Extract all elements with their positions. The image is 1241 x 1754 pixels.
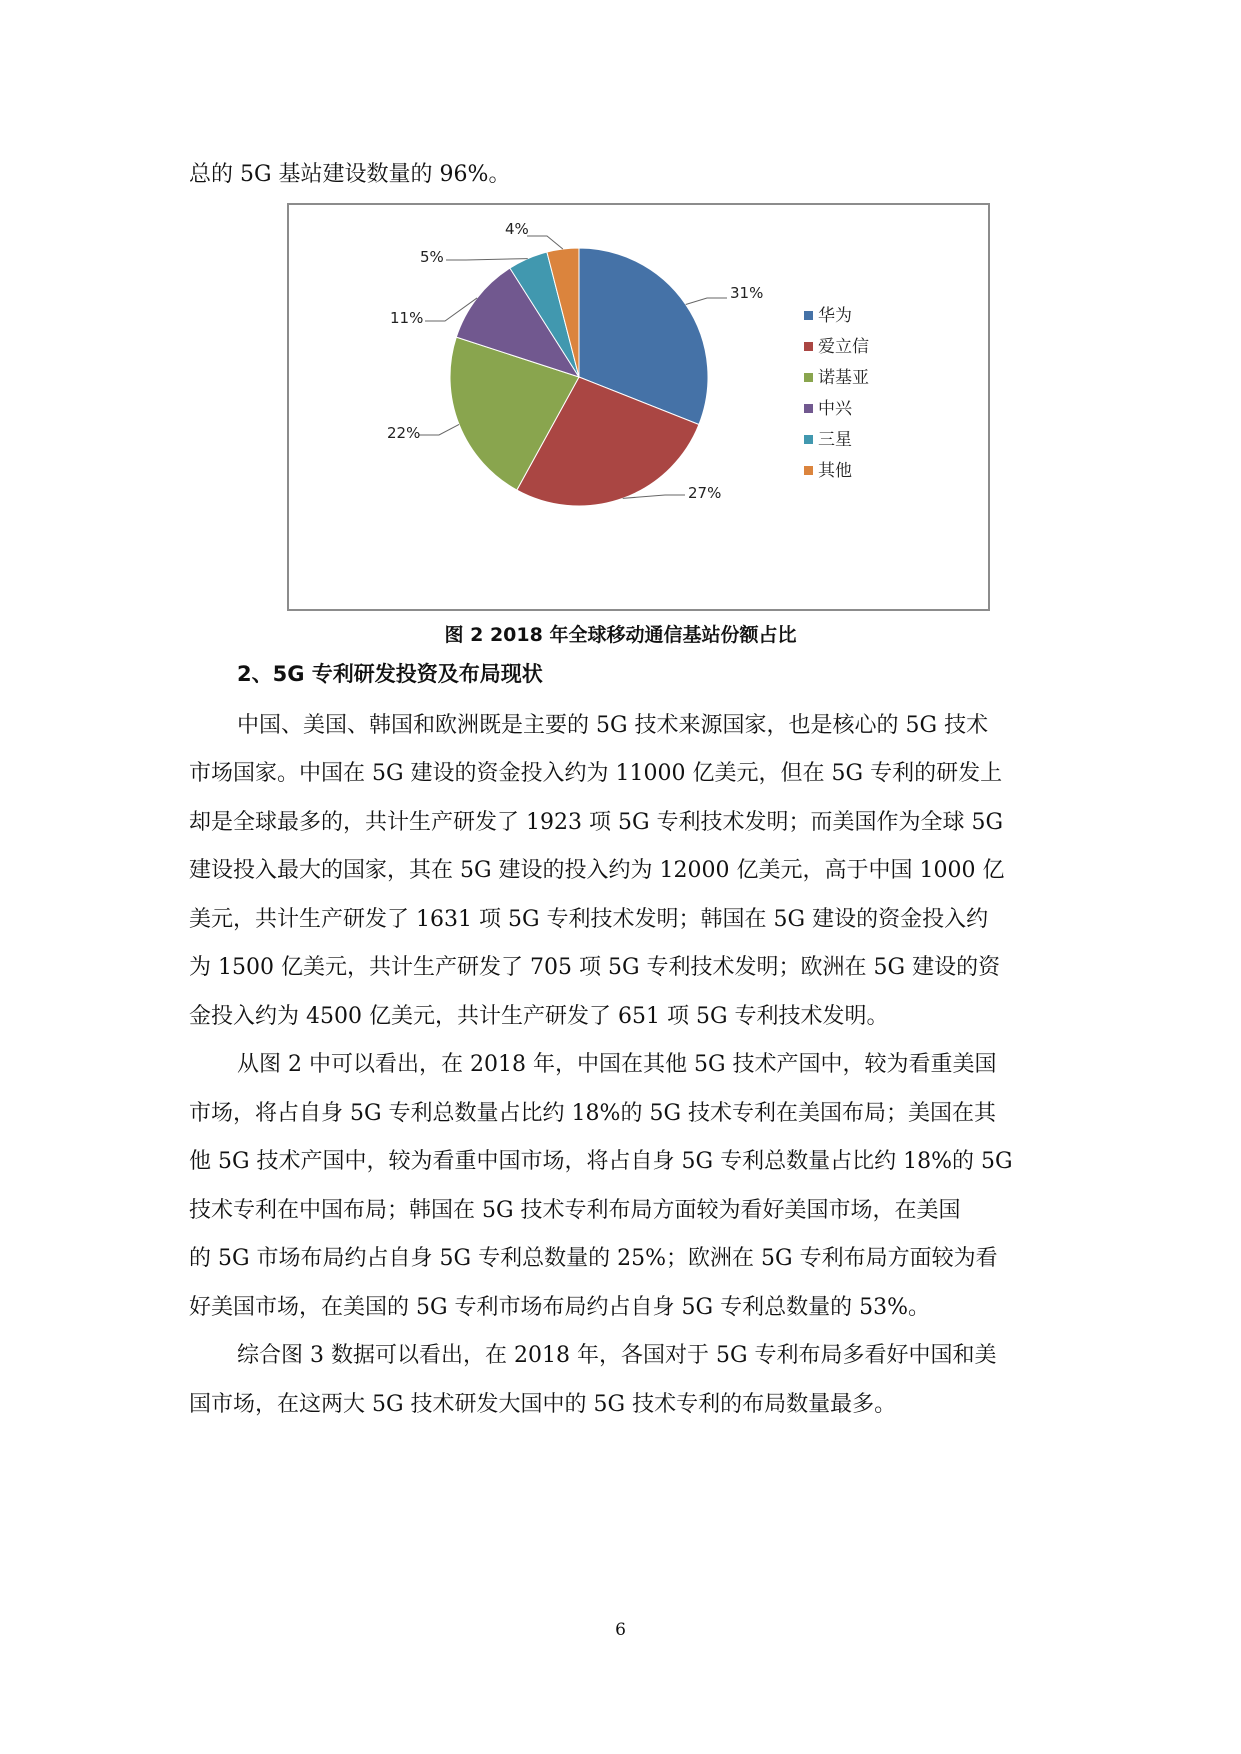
- figure-caption: 图 2 2018 年全球移动通信基站份额占比: [444, 624, 797, 646]
- paragraph-line: 中国、美国、韩国和欧洲既是主要的 5G 技术来源国家，也是核心的 5G 技术: [237, 713, 989, 738]
- paragraph-line: 国市场，在这两大 5G 技术研发大国中的 5G 技术专利的布局数量最多。: [189, 1392, 897, 1417]
- pie-chart-frame: [287, 203, 990, 611]
- data-label: 31%: [730, 284, 764, 302]
- legend-swatch: [804, 435, 813, 444]
- legend-swatch: [804, 373, 813, 382]
- paragraph-line: 建设投入最大的国家，其在 5G 建设的投入约为 12000 亿美元，高于中国 1000 亿: [189, 858, 1005, 883]
- legend-label: 诺基亚: [818, 368, 869, 388]
- paragraph-line: 技术专利在中国布局；韩国在 5G 技术专利布局方面较为看好美国市场，在美国: [189, 1198, 961, 1223]
- section-heading: 2、5G 专利研发投资及布局现状: [237, 662, 543, 686]
- legend-label: 中兴: [818, 399, 852, 419]
- leader-line: [419, 424, 459, 435]
- legend-swatch: [804, 404, 813, 413]
- data-label: 22%: [387, 424, 421, 442]
- data-label: 5%: [420, 248, 444, 266]
- intro-line: 总的 5G 基站建设数量的 96%。: [189, 162, 511, 187]
- data-label: 4%: [505, 220, 529, 238]
- paragraph-line: 他 5G 技术产国中，较为看重中国市场，将占自身 5G 专利总数量占比约 18%的 5G: [189, 1149, 1013, 1174]
- paragraph-line: 金投入约为 4500 亿美元，共计生产研发了 651 项 5G 专利技术发明。: [189, 1004, 889, 1029]
- paragraph-line: 市场国家。中国在 5G 建设的资金投入约为 11000 亿美元，但在 5G 专利的研发上: [189, 761, 1003, 786]
- legend-swatch: [804, 466, 813, 475]
- paragraph-line: 综合图 3 数据可以看出，在 2018 年，各国对于 5G 专利布局多看好中国和美: [237, 1343, 997, 1368]
- page-number: 6: [615, 1620, 626, 1640]
- paragraph-line: 为 1500 亿美元，共计生产研发了 705 项 5G 专利技术发明；欧洲在 5G 建设的资: [189, 955, 1001, 980]
- paragraph-line: 市场，将占自身 5G 专利总数量占比约 18%的 5G 技术专利在美国布局；美国在其: [189, 1101, 997, 1126]
- legend-swatch: [804, 311, 813, 320]
- data-label: 11%: [390, 309, 424, 327]
- leader-line: [527, 236, 563, 249]
- legend-label: 三星: [818, 430, 852, 450]
- leader-line: [446, 259, 528, 260]
- paragraph-line: 的 5G 市场布局约占自身 5G 专利总数量的 25%；欧洲在 5G 专利布局方面较为看: [189, 1246, 998, 1271]
- leader-line: [686, 298, 727, 304]
- leader-line: [623, 495, 685, 498]
- pie-chart: [289, 205, 988, 609]
- paragraph-line: 好美国市场，在美国的 5G 专利市场布局约占自身 5G 专利总数量的 53%。: [189, 1295, 931, 1320]
- legend-label: 爱立信: [818, 337, 869, 357]
- paragraph-line: 从图 2 中可以看出，在 2018 年，中国在其他 5G 技术产国中，较为看重美国: [237, 1052, 997, 1077]
- legend-label: 其他: [818, 461, 852, 481]
- data-label: 27%: [688, 484, 722, 502]
- paragraph-line: 美元，共计生产研发了 1631 项 5G 专利技术发明；韩国在 5G 建设的资金投入约: [189, 907, 989, 932]
- legend-swatch: [804, 342, 813, 351]
- legend-label: 华为: [818, 306, 852, 326]
- paragraph-line: 却是全球最多的，共计生产研发了 1923 项 5G 专利技术发明；而美国作为全球 5G: [189, 810, 1004, 835]
